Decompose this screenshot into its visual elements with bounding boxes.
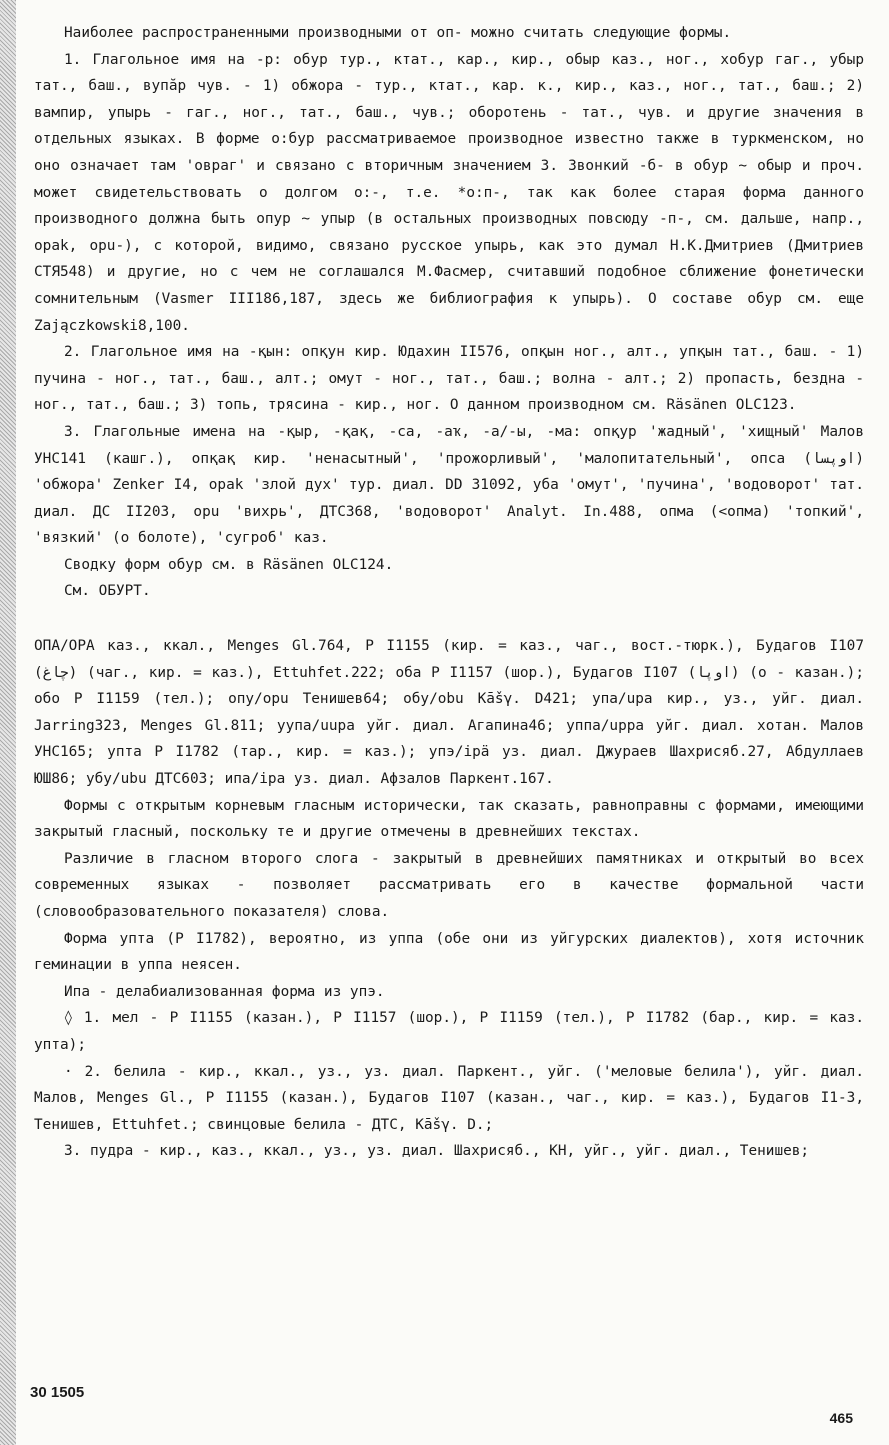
printer-signature: 30 1505: [30, 1384, 85, 1401]
entry-headword-paragraph: ОПА/ОРА каз., ккал., Menges Gl.764, Р I1155 (кир. = каз., чаг., вост.-тюрк.), Будагов I107 (چاغ) (чаг., кир. = каз.), Ettuhfet.222; оба Р I1157 (шор.), Будагов I107 (اوپا) (о - казан.); обо Р I1159 (тел.); опу/opu Тенишев64; обу/obu Kāšγ. D421; упа/upa кир., уз., уйг. диал. Jarring323, Menges Gl.811; уупа/uupa уйг. диал. Агапина46; уппа/uppa уйг. диал. хотан. Малов УНС165; упта Р I1782 (тар., кир. = каз.); упэ/ipä уз. диал. Джураев Шахрисяб.27, Абдуллаев ЮШ86; убу/ubu ДТС603; ипа/ipa уз. диал. Афзалов Паркент.167.: [34, 638, 864, 788]
cross-reference: См. ОБУРТ.: [64, 583, 151, 600]
ipa-paragraph: Ипа - делабиализованная форма из упэ.: [64, 983, 385, 1000]
document-body: [34, 20, 864, 1420]
section-2-paragraph: 2. Глагольное имя на -қын: опқун кир. Юдахин II576, опқын ног., алт., упқын тат., баш. - 1) пучина - ног., тат., баш., алт.; омут - ног., тат., баш.; волна - алт.; 2) пропасть, бездна - ног., тат., баш.; 3) топь, трясина - кир., ног. О данном производном см. Räsänen ОLС123.: [34, 344, 864, 414]
intro-paragraph: Наиболее распространенными производными от оп- можно считать следующие формы.: [64, 25, 732, 41]
meaning-3: 3. пудра - кир., каз., ккал., уз., уз. диал. Шахрисяб., КН, уйг., уйг. диал., Тенишев;: [64, 1143, 810, 1160]
meaning-2: · 2. белила - кир., ккал., уз., уз. диал. Паркент., уйг. ('меловые белила'), уйг. диал. Малов, Menges Gl., Р I1155 (казан.), Будагов I107 (казан., чаг., кир. = каз.), Будагов I1-3, Тенишев, Ettuhfet.; свинцовые белила - ДТС, Kāšγ. D.;: [34, 1063, 864, 1133]
entry-gap: [34, 605, 864, 633]
scan-edge: [0, 0, 16, 1445]
second-syllable-paragraph: Различие в гласном второго слога - закрытый в древнейших памятниках и открытый во всех современных языках - позволяет рассматривать его в качестве формальной части (словообразовательного показателя) слова.: [34, 850, 864, 920]
meaning-1: ◊ 1. мел - Р I1155 (казан.), Р I1157 (шор.), Р I1159 (тел.), Р I1782 (бар., кир. = каз. упта);: [34, 1010, 864, 1053]
upta-paragraph: Форма упта (Р I1782), вероятно, из уппа (обе они из уйгурских диалектов), хотя источник геминации в уппа неясен.: [34, 930, 864, 974]
page-number: 465: [829, 1410, 853, 1426]
summary-line: Сводку форм обур см. в Räsänen ОLС124.: [64, 556, 394, 573]
vowel-note-paragraph: Формы с открытым корневым гласным исторически, так сказать, равноправны с формами, имеющими закрытый гласный, поскольку те и другие отмечены в древнейших текстах.: [34, 797, 864, 841]
section-3-paragraph: 3. Глагольные имена на -қыр, -қақ, -са, -аҡ, -а/-ы, -ма: опқур 'жадный', 'хищный' Малов УНС141 (кашг.), опқақ кир. 'ненасытный', 'прожорливый', 'малопитательный', опса (اوپسا) 'обжора' Zenker I4, opak 'злой дух' тур. диал. DD 31092, уба 'омут', 'пучина', 'водоворот' тат. диал. ДС II203, opu 'вихрь', ДТС368, 'водоворот' Analyt. In.488, опма (<опма) 'топкий', 'вязкий' (о болоте), 'сугроб' каз.: [34, 423, 864, 547]
section-1-paragraph: 1. Глагольное имя на -р: обур тур., ктат., кар., кир., обыр каз., ног., хобур гаг., убыр тат., баш., вупăр чув. - 1) обжора - тур., ктат., кар. к., кир., каз., ног., тат., баш.; 2) вампир, упырь - гаг., ног., тат., баш., чув.; оборотень - тат., чув. и другие значения в отдельных языках. В форме о:бур рассматриваемое производное известно также в туркменском, но оно означает там 'овраг' и связано с вторичным значением 3. Звонкий -б- в обур ~ обыр и проч. может свидетельствовать о долгом о:-, т.е. *о:п-, так как более старая форма данного производного должна быть опур ~ упыр (в остальных производных повсюду -п-, см. дальше, напр., opak, opu-), с которой, видимо, связано русское упырь, как это думал Н.К.Дмитриев (Дмитриев СТЯ548) и другие, но с чем не соглашался М.Фасмер, считавший подобное сближение фонетически сомнительным (Vasmer III186,187, здесь же библиография к упырь). О составе обур см. еще Zajączkowski8,100.: [34, 51, 864, 334]
